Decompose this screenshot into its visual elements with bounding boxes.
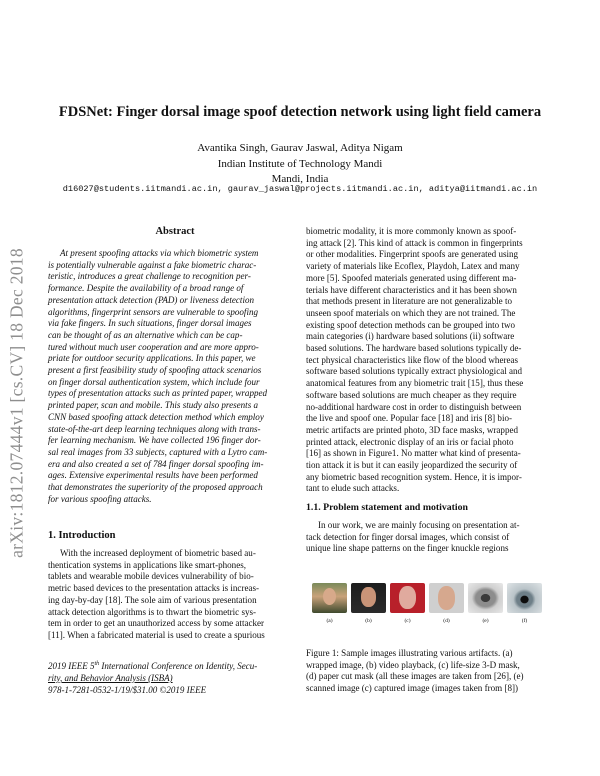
arxiv-id: arXiv:1812.07444v1 [cs.CV] 18 Dec 2018: [6, 248, 27, 558]
caption-line: wrapped image, (b) video playback, (c) life-size 3-D mask,: [306, 659, 520, 670]
body-line: existing spoof detection methods can be grouped into two: [306, 319, 516, 330]
intro-line: [11]. When a fabricated material is used to create a spurious: [48, 629, 265, 640]
intro-line: With the increased deployment of biometric based au-: [60, 548, 256, 558]
body-line: any biometric based recognition system. Hence, it is impor-: [306, 471, 522, 482]
figure-label: (c): [404, 618, 411, 624]
abstract-line: teristic, introduces a great challenge to recognition per-: [48, 271, 251, 282]
body-line: the live and spoof one. Popular face [18] and iris [8] bio-: [306, 413, 513, 424]
body-line: tant to elude such attacks.: [306, 483, 400, 494]
abstract-line: ages. Extensive experimental results have been performed: [48, 470, 258, 481]
body-line: ing attack [2]. This kind of attack is common in fingerprints: [306, 237, 523, 248]
intro-line: tablets and wearable mobile devices vulnerability of bio-: [48, 571, 254, 582]
body-line: printed attack, electronic display of an iris or facial photo: [306, 436, 514, 447]
abstract-line: algorithms, fingerprint sensors are vulnerable to spoofing: [48, 306, 259, 317]
figure-image-video: [351, 583, 386, 613]
body-line: or other modalities. Fingerprint spoofs are generated using: [306, 249, 519, 260]
intro-line: tem in order to get an unauthorized access by some attacker: [48, 618, 265, 629]
body-line: tack detection for finger dorsal images, which consist of: [306, 531, 510, 542]
abstract-body: [48, 248, 290, 505]
figure-label: (b): [365, 618, 372, 624]
figure-1: [312, 583, 544, 625]
abstract-line: presentation attack detection (PAD) or liveness detection: [48, 294, 255, 305]
body-line: that methods present in literature are not generalizable to: [306, 296, 512, 307]
abstract-line: present a first feasibility study of spoofing attack scenarios: [48, 365, 262, 376]
abstract-line: formance. Despite the availability of a broad range of: [48, 283, 244, 294]
affiliation: Indian Institute of Technology Mandi: [217, 157, 383, 170]
abstract-line: that demonstrates the superiority of the proposed approach: [48, 482, 263, 493]
abstract-line: era and also created a set of 784 finger dorsal spoofing im-: [48, 458, 264, 469]
figure-label: (e): [482, 618, 489, 624]
body-line: terials have different characteristics and it has been shown: [306, 284, 517, 295]
author-block: [0, 141, 600, 188]
abstract-line: At present spoofing attacks via which biometric system: [60, 248, 259, 258]
conference-line-1: 2019 IEEE 5th International Conference on Identity, Secu-: [48, 661, 258, 671]
abstract-line: on finger dorsal authentication system, which include four: [48, 376, 260, 387]
body-line: variety of materials like Ecoflex, Playdoh, Latex and many: [306, 261, 520, 272]
body-line: [16] as shown in Figure1. No matter what kind of presenta-: [306, 448, 521, 459]
body-line: tect physical characteristics like flow of the blood whereas: [306, 354, 519, 365]
author-names: Avantika Singh, Gaurav Jaswal, Aditya Nigam: [197, 142, 403, 154]
abstract-line: via fake fingers. In such situations, finger dorsal images: [48, 318, 252, 329]
abstract-line: for various spoofing attacks.: [48, 493, 152, 504]
abstract-line: fer learning mechanism. We have collected 196 finger dor-: [48, 435, 261, 446]
arxiv-sidebar-stamp: [6, 238, 28, 568]
abstract-line: can be thought of as an alternative which can be cap-: [48, 329, 243, 340]
subsection-body: [306, 520, 549, 555]
conference-footnote: [48, 661, 290, 696]
subsection-heading: 1.1. Problem statement and motivation: [306, 502, 468, 513]
intro-line: thentication systems in applications like smart-phones,: [48, 559, 246, 570]
abstract-line: state-of-the-art deep learning techniques along with trans-: [48, 423, 261, 434]
body-line: biometric modality, it is more commonly known as spoof-: [306, 226, 517, 236]
body-line: metric artifacts are printed photo, 3D face masks, wrapped: [306, 424, 519, 435]
caption-line: scanned image (c) captured image (images taken from [8]): [306, 683, 519, 694]
introduction-body: [48, 548, 290, 642]
figure-image-wrapped: [312, 583, 347, 613]
abstract-line: is potentially vulnerable against a fake biometric charac-: [48, 259, 257, 270]
caption-line: (d) paper cut mask (all these images are taken from [26], (e): [306, 671, 524, 682]
figure-image-paper-mask: [429, 583, 464, 613]
author-emails: d16027@students.iitmandi.ac.in, gaurav_jaswal@projects.iitmandi.ac.in, aditya@iitmandi.ac.in: [62, 184, 538, 194]
body-line: software based solutions are much cheaper as they require: [306, 389, 517, 400]
body-line: no-additional hardware cost in order to distinguish between: [306, 401, 522, 412]
abstract-heading: Abstract: [155, 226, 195, 237]
intro-line: attack detection algorithms is to thwart the biometric sys-: [48, 606, 257, 617]
body-line: In our work, we are mainly focusing on presentation at-: [318, 520, 520, 530]
paper-title: FDSNet: Finger dorsal image spoof detection network using light field camera: [58, 104, 542, 120]
figure-label: (f): [521, 618, 528, 624]
intro-line: metric based devices to the presentation attacks is increas-: [48, 583, 260, 594]
abstract-line: priate for outdoor security applications. In this paper, we: [48, 353, 256, 364]
figure-image-scanned-iris: [468, 583, 503, 613]
body-line: more [5]. Spoofed materials generated using different ma-: [306, 272, 517, 283]
body-line: unique line shape patterns on the finger knuckle regions: [306, 543, 509, 554]
intro-line: ing day-by-day [18]. The sole aim of various presentation: [48, 594, 257, 605]
body-line: tion attack it is but it can easily jeopardized the security of: [306, 460, 518, 471]
body-line: based solutions. The hardware based solutions typically de-: [306, 343, 522, 354]
abstract-line: printed paper, scan and mobile. This study also presents a: [48, 400, 258, 411]
body-line: software based solutions typically extract physiological and: [306, 366, 523, 377]
abstract-line: CNN based spoofing attack detection method which employ: [48, 411, 264, 422]
right-column-body: [306, 226, 549, 495]
figure-image-3d-mask: [390, 583, 425, 613]
caption-line: Figure 1: Sample images illustrating various artifacts. (a): [306, 648, 513, 658]
figure-image-captured-iris: [507, 583, 542, 613]
location: Mandi, India: [271, 173, 329, 185]
figure-label: (a): [326, 618, 333, 624]
body-line: anatomical features from any biometric trait [15], thus these: [306, 378, 524, 389]
copyright-line: 978-1-7281-0532-1/19/$31.00 ©2019 IEEE: [48, 684, 207, 695]
body-line: unseen spoof materials on which they are not trained. The: [306, 307, 516, 318]
abstract-line: tured without much user cooperation and are more appro-: [48, 341, 259, 352]
body-line: main categories (i) hardware based solutions (ii) software: [306, 331, 515, 342]
section-heading-introduction: 1. Introduction: [48, 530, 116, 541]
abstract-line: types of presentation attacks such as printed paper, wrapped: [48, 388, 268, 399]
figure-label: (d): [443, 618, 450, 624]
abstract-line: sal real images from 33 subjects, captured with a Lytro cam-: [48, 446, 268, 457]
figure-caption: [306, 648, 549, 695]
conference-line-2: rity, and Behavior Analysis (ISBA): [48, 672, 173, 683]
